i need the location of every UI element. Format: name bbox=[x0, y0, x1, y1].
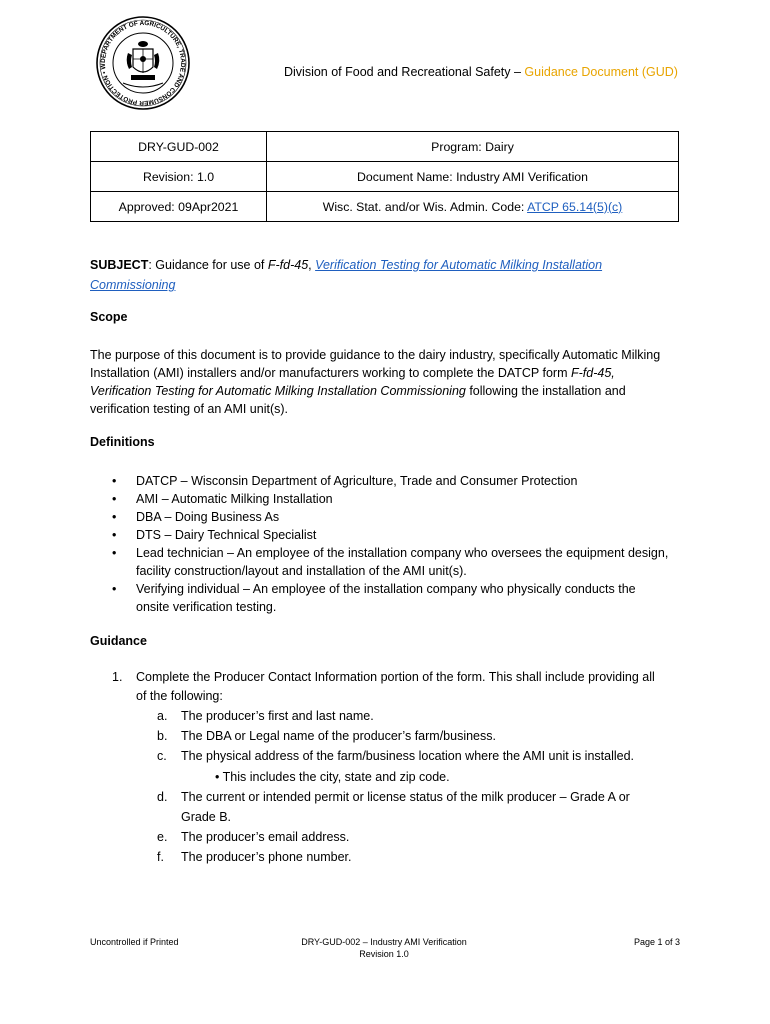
scope-line bbox=[90, 364, 690, 382]
list-item bbox=[157, 709, 374, 723]
definitions-heading: Definitions bbox=[90, 435, 155, 449]
approved-cell: Approved: 09Apr2021 bbox=[91, 192, 267, 222]
definition-text: DATCP – Wisconsin Department of Agriculture, Trade and Consumer Protection bbox=[136, 474, 578, 488]
footer-doc-title: DRY-GUD-002 – Industry AMI Verification bbox=[301, 937, 467, 947]
scope-line bbox=[90, 382, 690, 400]
scope-paragraph bbox=[90, 346, 690, 418]
item-number: 1. bbox=[112, 670, 123, 684]
item-letter: d. bbox=[157, 790, 168, 804]
item-text: The producer’s first and last name. bbox=[181, 709, 374, 723]
list-item bbox=[90, 580, 690, 616]
list-item bbox=[157, 850, 351, 864]
bullet-icon: • bbox=[112, 510, 117, 524]
item-text: The current or intended permit or license status of the milk producer – Grade A or bbox=[181, 790, 630, 804]
atcp-code-link[interactable]: ATCP 65.14(5)(c) bbox=[527, 199, 623, 214]
program-cell: Program: Dairy bbox=[267, 132, 679, 162]
code-label: Wisc. Stat. and/or Wis. Admin. Code: bbox=[322, 199, 528, 214]
item-letter: c. bbox=[157, 749, 167, 763]
scope-text: following the installation and bbox=[465, 384, 626, 398]
item-text: The producer’s email address. bbox=[181, 830, 350, 844]
item-text: The DBA or Legal name of the producer’s farm/business. bbox=[181, 729, 496, 743]
bullet-icon: • bbox=[112, 546, 117, 560]
item-text: This includes the city, state and zip code. bbox=[222, 770, 450, 784]
scope-line: The purpose of this document is to provide guidance to the dairy industry, specifically Automatic Milking bbox=[90, 348, 661, 362]
list-item bbox=[90, 526, 690, 544]
revision-cell: Revision: 1.0 bbox=[91, 162, 267, 192]
subject-label: SUBJECT bbox=[90, 258, 149, 272]
doc-id-cell: DRY-GUD-002 bbox=[91, 132, 267, 162]
subject-separator: , bbox=[308, 258, 316, 272]
guidance-line: of the following: bbox=[136, 689, 223, 703]
table-row bbox=[91, 192, 679, 222]
guidance-line: Complete the Producer Contact Information portion of the form. This shall include providing all bbox=[136, 670, 655, 684]
form-number: F-fd-45 bbox=[267, 258, 309, 272]
division-name: Division of Food and Recreational Safety – bbox=[284, 65, 525, 79]
definition-text: DBA – Doing Business As bbox=[136, 510, 280, 524]
scope-line: verification testing of an AMI unit(s). bbox=[90, 402, 289, 416]
list-item bbox=[157, 749, 634, 763]
item-continuation: Grade B. bbox=[181, 810, 232, 824]
item-text: The producer’s phone number. bbox=[181, 850, 352, 864]
footer-revision: Revision 1.0 bbox=[359, 949, 409, 959]
definition-text: DTS – Dairy Technical Specialist bbox=[136, 528, 317, 542]
definition-text: AMI – Automatic Milking Installation bbox=[136, 492, 333, 506]
document-type: Guidance Document (GUD) bbox=[524, 65, 678, 79]
form-title-link-line1: Verification Testing for Automatic Milking Installation bbox=[315, 258, 603, 272]
item-letter: e. bbox=[157, 830, 168, 844]
table-row bbox=[91, 162, 679, 192]
footer-center bbox=[284, 936, 484, 960]
guidance-heading: Guidance bbox=[90, 634, 147, 648]
definition-text: Lead technician – An employee of the installation company who oversees the equipment design, bbox=[136, 546, 669, 560]
scope-text: Installation (AMI) installers and/or manufacturers working to complete the DATCP form bbox=[90, 366, 571, 380]
bullet-icon: • bbox=[112, 492, 117, 506]
definitions-list bbox=[90, 472, 690, 616]
form-title-link-line2: Commissioning bbox=[90, 278, 176, 292]
item-text: The physical address of the farm/business location where the AMI unit is installed. bbox=[181, 749, 635, 763]
subject-text: : Guidance for use of bbox=[148, 258, 268, 272]
list-item bbox=[90, 544, 690, 580]
footer-left: Uncontrolled if Printed bbox=[90, 937, 179, 947]
scope-form-number: F-fd-45, bbox=[570, 366, 615, 380]
scope-heading: Scope bbox=[90, 310, 128, 324]
department-seal-icon bbox=[95, 15, 191, 111]
code-cell bbox=[267, 192, 679, 222]
bullet-icon: • bbox=[215, 770, 223, 784]
guidance-item-text bbox=[136, 668, 681, 706]
item-letter: b. bbox=[157, 729, 168, 743]
list-item bbox=[157, 790, 630, 804]
definition-text: facility construction/layout and installation of the AMI unit(s). bbox=[136, 564, 467, 578]
bullet-icon: • bbox=[112, 528, 117, 542]
page-number: Page 1 of 3 bbox=[633, 937, 680, 947]
item-letter: f. bbox=[157, 850, 164, 864]
table-row bbox=[91, 132, 679, 162]
list-item bbox=[215, 770, 450, 784]
bullet-icon: • bbox=[112, 474, 117, 488]
list-item bbox=[90, 472, 690, 490]
list-item bbox=[157, 729, 496, 743]
list-item bbox=[90, 508, 690, 526]
scope-form-title: Verification Testing for Automatic Milking Installation Commissioning bbox=[90, 384, 466, 398]
list-item bbox=[90, 490, 690, 508]
bullet-icon: • bbox=[112, 582, 117, 596]
doc-name-cell: Document Name: Industry AMI Verification bbox=[267, 162, 679, 192]
document-header bbox=[284, 65, 678, 79]
definition-text: onsite verification testing. bbox=[136, 600, 277, 614]
seal-ring-text: DEPARTMENT OF AGRICULTURE, TRADE AND CONSUMER PROTECTION • W bbox=[99, 19, 187, 107]
item-letter: a. bbox=[157, 709, 168, 723]
definition-text: Verifying individual – An employee of the installation company who physically conducts the bbox=[136, 582, 636, 596]
list-item bbox=[157, 830, 349, 844]
document-info-table bbox=[90, 131, 679, 222]
subject-line bbox=[90, 255, 670, 295]
